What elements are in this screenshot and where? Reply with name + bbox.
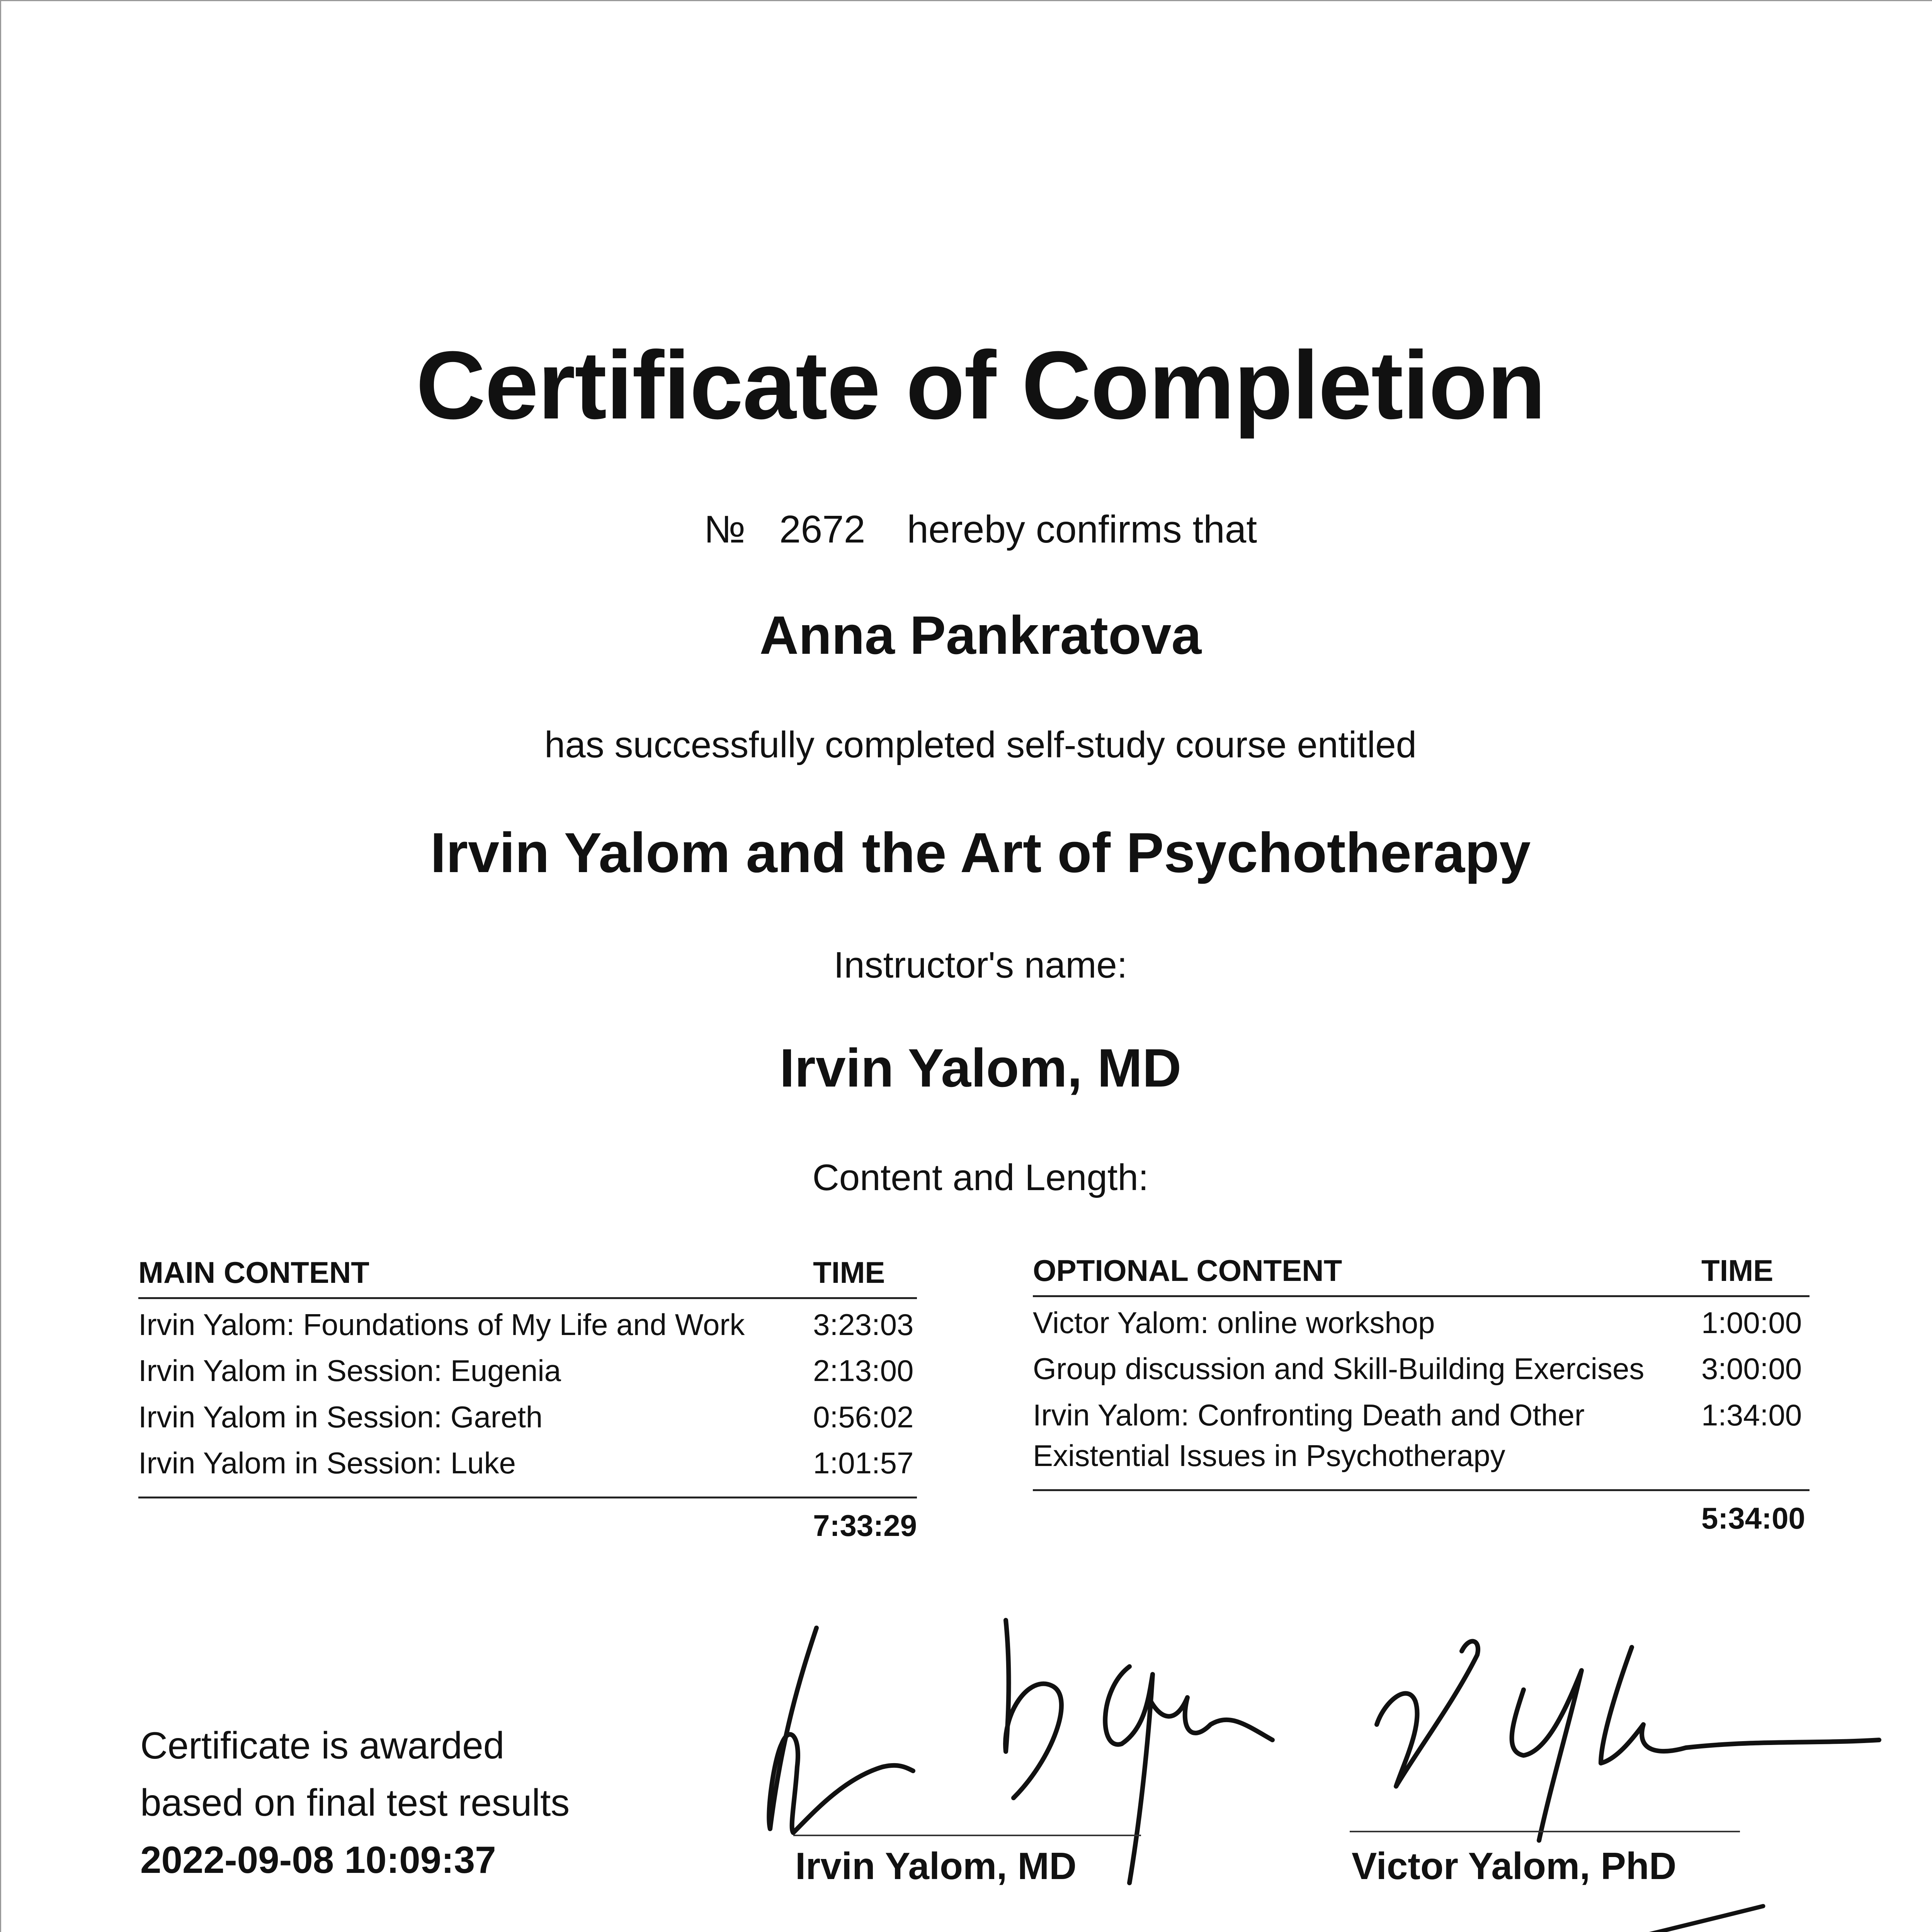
number-symbol: № [704, 508, 746, 551]
row-time: 1:34:00 [1701, 1398, 1802, 1432]
row-title: Irvin Yalom in Session: Luke [138, 1446, 516, 1480]
grigory-grigoryants-signature [1346, 1895, 1810, 1932]
row-time: 3:23:03 [813, 1308, 914, 1342]
table-row [1033, 1343, 1810, 1389]
row-time: 0:56:02 [813, 1400, 914, 1434]
signature-line [1350, 1831, 1740, 1832]
optional-content-table [1033, 1253, 1810, 1539]
test-timestamp: 2022-09-08 10:09:37 [140, 1838, 496, 1881]
content-length-label: Content and Length: [812, 1157, 1149, 1198]
table-row [1033, 1389, 1810, 1476]
row-time: 3:00:00 [1701, 1352, 1802, 1386]
certificate-title: Certificate of Completion [416, 331, 1545, 439]
table-divider [138, 1483, 917, 1498]
course-title: Irvin Yalom and the Art of Psychotherapy [430, 821, 1531, 884]
total-row [1033, 1490, 1810, 1539]
row-title: Victor Yalom: online workshop [1033, 1306, 1435, 1340]
row-time: 1:01:57 [813, 1446, 914, 1480]
table-row [138, 1437, 917, 1483]
main-total-time: 7:33:29 [813, 1509, 917, 1543]
main-content-header: MAIN CONTENT [138, 1255, 798, 1298]
row-time: 1:00:00 [1701, 1306, 1802, 1340]
nataliia-slovesnikova-signature [832, 1914, 1102, 1932]
confirm-text: hereby confirms that [907, 508, 1257, 551]
instructor-name: Irvin Yalom, MD [779, 1037, 1182, 1098]
optional-time-header: TIME [1686, 1253, 1810, 1296]
confirm-line [1, 507, 1932, 552]
signatory-name: Irvin Yalom, MD [795, 1845, 1077, 1887]
row-title: Irvin Yalom: Confronting Death and Other Existential Issues in Psychotherapy [1033, 1398, 1585, 1473]
signature-line [793, 1835, 1141, 1836]
table-row [138, 1345, 917, 1391]
award-line: based on final test results [140, 1781, 570, 1824]
row-title: Irvin Yalom: Foundations of My Life and Work [138, 1308, 745, 1342]
completed-text: has successfully completed self-study course entitled [544, 724, 1417, 765]
signatory-name: Victor Yalom, PhD [1352, 1845, 1677, 1887]
table-row [1033, 1296, 1810, 1344]
total-row [138, 1498, 917, 1546]
row-title: Group discussion and Skill-Building Exercises [1033, 1352, 1645, 1386]
table-divider [1033, 1476, 1810, 1490]
table-row [138, 1298, 917, 1345]
optional-content-header: OPTIONAL CONTENT [1033, 1253, 1686, 1296]
victor-yalom-signature [1330, 1624, 1891, 1875]
award-line: Certificate is awarded [140, 1724, 505, 1767]
certificate-number: 2672 [779, 508, 866, 551]
recipient-name: Anna Pankratova [759, 605, 1202, 665]
instructor-label: Instructor's name: [833, 944, 1128, 986]
row-title: Irvin Yalom in Session: Eugenia [138, 1354, 561, 1388]
optional-total-time: 5:34:00 [1701, 1501, 1805, 1536]
table-row [138, 1391, 917, 1437]
award-statement [140, 1717, 570, 1888]
main-time-header: TIME [798, 1255, 917, 1298]
row-title: Irvin Yalom in Session: Gareth [138, 1400, 543, 1434]
main-content-table [138, 1255, 917, 1546]
row-time: 2:13:00 [813, 1354, 914, 1388]
